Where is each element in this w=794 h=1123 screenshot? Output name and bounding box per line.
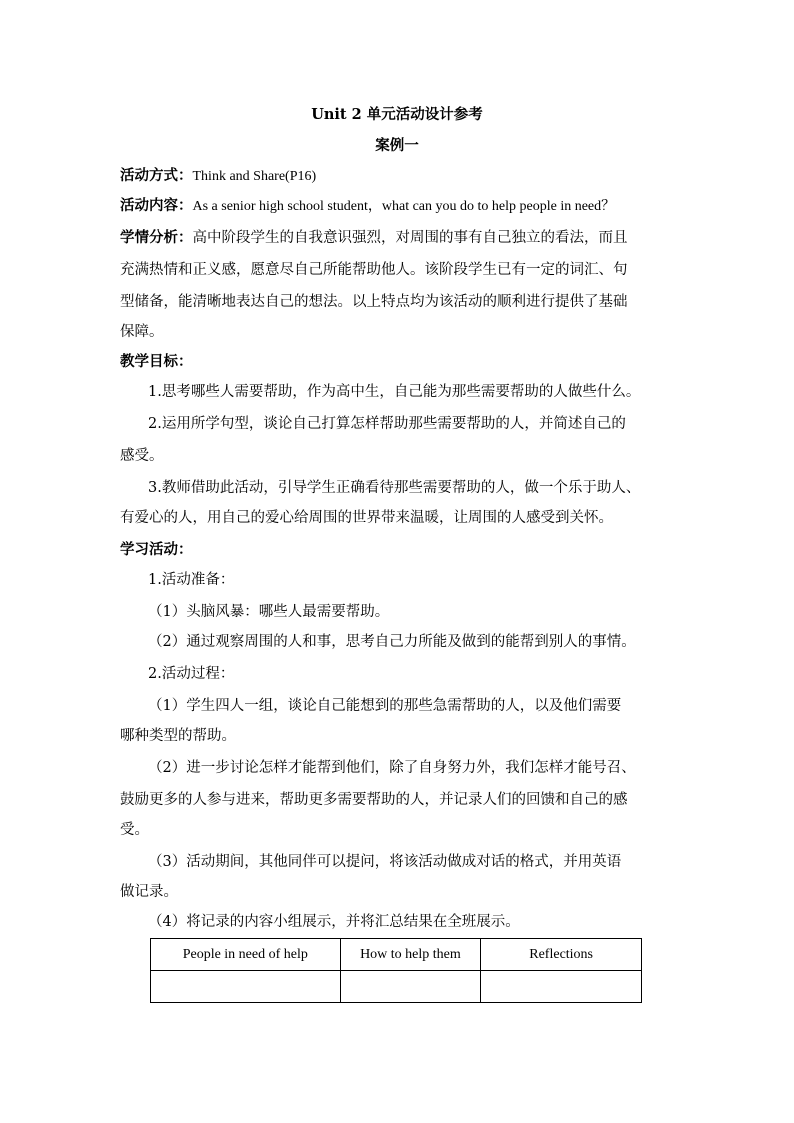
activity-step-2: 2.活动过程： (148, 666, 235, 682)
document-subtitle: 案例一 (375, 137, 419, 154)
activity-step-2-2: （2）进一步讨论怎样才能帮到他们，除了自身努力外，我们怎样才能号召、 (148, 760, 636, 776)
activity-content-label: 活动内容： (120, 197, 193, 214)
activity-step-2-3: （3）活动期间，其他同伴可以提问，将该活动做成对话的格式，并用英语 (148, 854, 622, 870)
objective-3: 3.教师借助此活动，引导学生正确看待那些需要帮助的人，做一个乐于助人、 (148, 480, 641, 496)
objectives-heading: 教学目标： (120, 353, 193, 370)
activity-step-2-3-cont: 做记录。 (120, 884, 178, 900)
table-row (151, 971, 642, 1003)
activity-step-2-2-cont: 鼓励更多的人参与进来，帮助更多需要帮助的人，并记录人们的回馈和自己的感 (120, 792, 628, 808)
activity-step-1: 1.活动准备： (148, 572, 235, 588)
analysis-line-3: 型储备，能清晰地表达自己的想法。以上特点均为该活动的顺利进行提供了基础 (120, 294, 628, 310)
objective-2: 2.运用所学句型，谈论自己打算怎样帮助那些需要帮助的人，并简述自己的 (148, 416, 626, 432)
activity-step-2-1: （1）学生四人一组，谈论自己能想到的那些急需帮助的人，以及他们需要 (148, 698, 622, 714)
document-title: Unit 2 单元活动设计参考 (311, 106, 483, 123)
activity-content-value: As a senior high school student，what can you do to help people in need？ (192, 199, 616, 214)
activity-step-2-2-cont2: 受。 (120, 822, 149, 838)
activity-step-1-2: （2）通过观察周围的人和事，思考自己力所能及做到的能帮到别人的事情。 (148, 634, 636, 650)
analysis-line-1 (120, 228, 680, 248)
table-header-row (151, 939, 642, 971)
table-cell (481, 971, 642, 1003)
activity-mode-value: Think and Share(P16) (192, 169, 317, 184)
activity-step-2-4: （4）将记录的内容小组展示，并将汇总结果在全班展示。 (148, 914, 520, 930)
analysis-line-4: 保障。 (120, 324, 164, 340)
table-cell (151, 971, 341, 1003)
objective-2-cont: 感受。 (120, 448, 164, 464)
activity-mode-label: 活动方式： (120, 167, 193, 184)
activities-heading: 学习活动： (120, 541, 193, 558)
reflection-table (150, 938, 642, 1003)
objective-1: 1.思考哪些人需要帮助，作为高中生，自己能为那些需要帮助的人做些什么。 (148, 384, 641, 400)
table-header-cell: People in need of help (151, 939, 341, 971)
table-header-cell: How to help them (340, 939, 481, 971)
analysis-line-2: 充满热情和正义感，愿意尽自己所能帮助他人。该阶段学生已有一定的词汇、句 (120, 262, 628, 278)
activity-mode-line (120, 166, 680, 187)
activity-step-1-1: （1）头脑风暴：哪些人最需要帮助。 (148, 604, 390, 620)
activity-content-line (120, 196, 680, 217)
analysis-label: 学情分析： (120, 229, 193, 246)
table-cell (340, 971, 481, 1003)
analysis-text: 高中阶段学生的自我意识强烈，对周围的事有自己独立的看法，而且 (192, 230, 628, 246)
activity-step-2-1-cont: 哪种类型的帮助。 (120, 728, 236, 744)
objective-3-cont: 有爱心的人，用自己的爱心给周围的世界带来温暖，让周围的人感受到关怀。 (120, 510, 613, 526)
table-header-cell: Reflections (481, 939, 642, 971)
